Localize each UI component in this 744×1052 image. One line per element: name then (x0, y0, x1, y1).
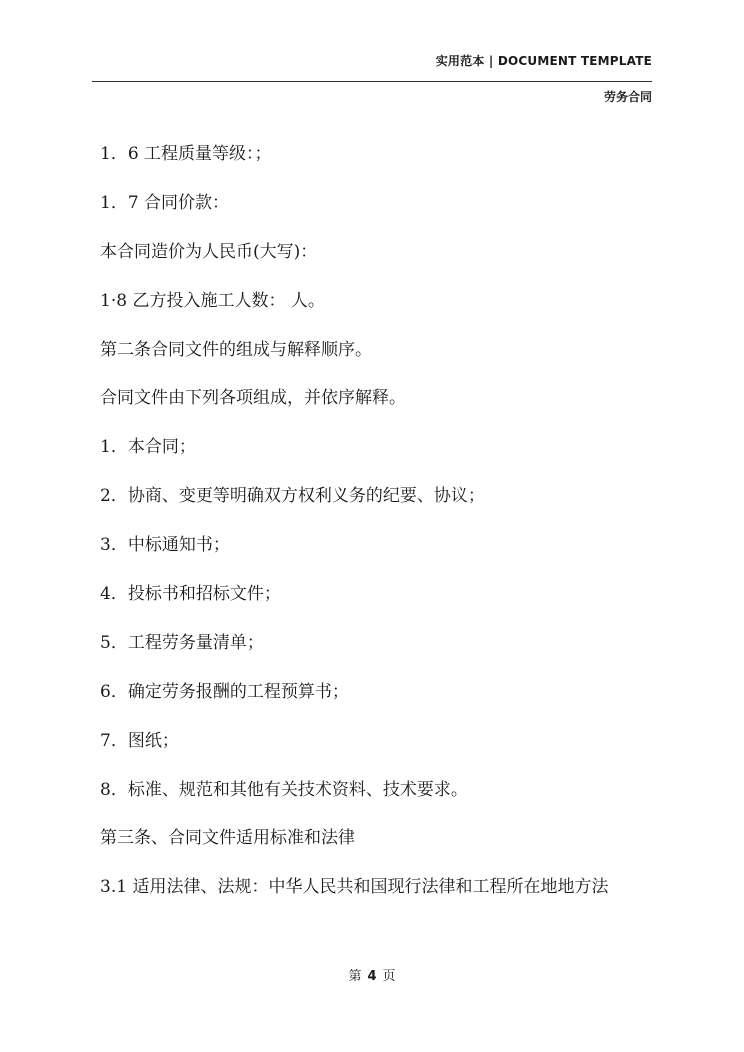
body-line: 8．标准、规范和其他有关技术资料、技术要求。 (100, 779, 468, 800)
body-line: 第三条、合同文件适用标准和法律 (100, 828, 355, 849)
body-line: 1．7 合同价款： (100, 192, 230, 213)
footer-prefix: 第 (348, 969, 362, 984)
header-divider (92, 81, 652, 82)
body-line: 第二条合同文件的组成与解释顺序。 (100, 339, 372, 360)
body-line: 3.1 适用法律、法规：中华人民共和国现行法律和工程所在地地方法 (100, 877, 609, 898)
header-title: 实用范本 | DOCUMENT TEMPLATE (435, 54, 652, 68)
body-line: 7．图纸； (100, 730, 179, 751)
body-line: 1．6 工程质量等级：； (100, 144, 272, 164)
body-line: 1·8 乙方投入施工人数： 人。 (100, 290, 325, 311)
body-line: 5．工程劳务量清单； (100, 632, 264, 653)
page-footer (0, 965, 744, 984)
body-line: 3．中标通知书； (100, 535, 230, 556)
body-line: 6．确定劳务报酬的工程预算书； (100, 681, 349, 702)
body-line: 2．协商、变更等明确双方权利义务的纪要、协议； (100, 486, 485, 507)
page-number: 4 (367, 969, 377, 984)
body-line: 本合同造价为人民币(大写)： (100, 241, 318, 262)
body-line: 1．本合同； (100, 437, 196, 458)
header-subtitle: 劳务合同 (603, 90, 652, 104)
body-line: 合同文件由下列各项组成，并依序解释。 (100, 388, 406, 409)
document-body (100, 142, 660, 924)
footer-suffix: 页 (382, 969, 396, 984)
body-line: 4．投标书和招标文件； (100, 584, 281, 605)
